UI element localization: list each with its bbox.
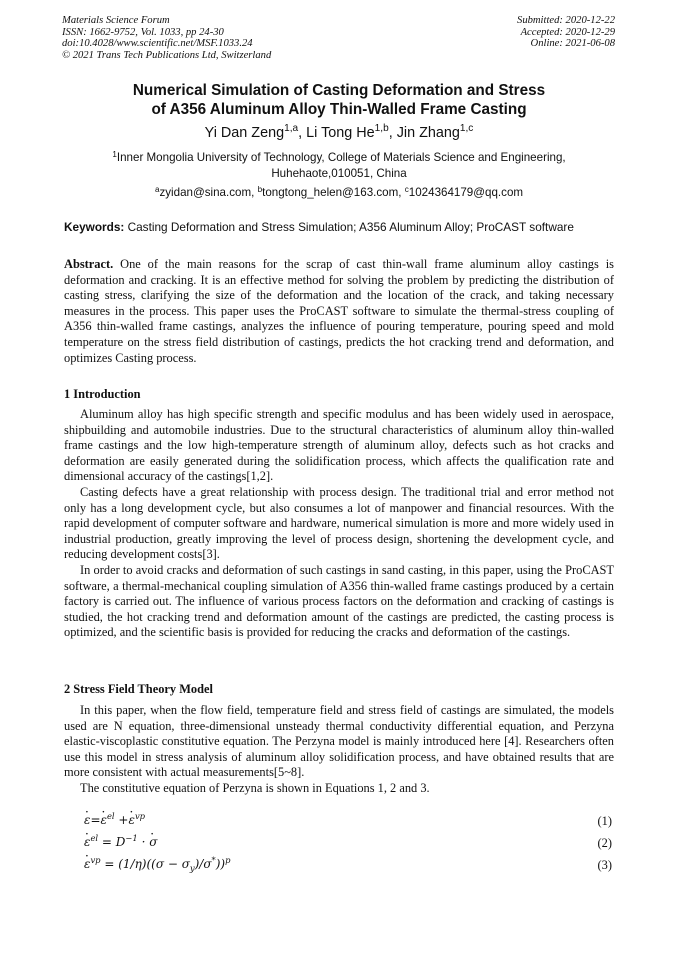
email-address: tongtong_helen@163.com, — [262, 186, 405, 199]
accepted-date: Accepted: 2020-12-29 — [520, 26, 615, 38]
equation-number: (2) — [597, 836, 612, 850]
keywords-text: Casting Deformation and Stress Simulation; A356 Aluminum Alloy; ProCAST software — [124, 220, 574, 234]
journal-header — [62, 15, 271, 61]
email-mark: b — [257, 185, 263, 194]
email-address: zyidan@sina.com, — [159, 186, 258, 199]
abstract — [64, 257, 614, 366]
title-line-1: Numerical Simulation of Casting Deformation and Stress — [132, 82, 546, 99]
title-line-2: of A356 Aluminum Alloy Thin-Walled Frame Casting — [151, 101, 527, 118]
author-emails — [0, 185, 678, 200]
paragraph: In order to avoid cracks and deformation of such castings in sand casting, in this paper, using the ProCAST software, a thermal-mechanical coupling simulation of A356 thin-walled frame castings produced by a certain factory is carried out. The influence of various process factors on the deformation and cracking of castings is studied, the hot cracking trend and deformation amount of the castings are predicted, the casting process is optimized, and the scientific basis is provided for reducing the cracks and deformation of the castings. — [64, 562, 614, 640]
keywords-label: Keywords: — [64, 220, 125, 234]
journal-name: Materials Science Forum — [62, 15, 170, 26]
equation-2: $\varepsilon \cdot^{el} = D^{-1} \cdot \sigma$ · — [84, 834, 157, 851]
keywords — [64, 220, 616, 235]
email-mark: a — [154, 185, 160, 194]
section-heading: 1 Introduction — [64, 387, 141, 401]
email-mark: c — [404, 185, 409, 194]
introduction-body — [64, 407, 614, 641]
author-affil-mark: 1,c — [459, 123, 474, 134]
affiliation-line-1: Inner Mongolia University of Technology, College of Materials Science and Engineering, — [116, 151, 566, 164]
author-affil-mark: 1,a — [284, 123, 299, 134]
journal-issn: ISSN: 1662-9752, Vol. 1033, pp 24-30 — [62, 26, 224, 38]
paragraph: Casting defects have a great relationship with process design. The traditional trial and error method not only has a long development cycle, but also consumes a lot of manpower and financial resources. With the rapid development of computer software and hardware, numerical simulation is more and more widely used in industrial production, greatly improving the level of process design, shortening the development cycle, and reducing development costs[3]. — [64, 484, 614, 562]
section-heading: 2 Stress Field Theory Model — [64, 682, 213, 696]
online-date: Online: 2021-06-08 — [530, 38, 615, 49]
author-separator: , — [298, 125, 307, 141]
author-name: Yi Dan Zeng — [204, 125, 285, 141]
abstract-label: Abstract. — [64, 257, 114, 271]
stress-model-body — [64, 703, 614, 797]
author-separator: , — [388, 125, 397, 141]
paper-title — [0, 81, 678, 119]
journal-doi: doi:10.4028/www.scientific.net/MSF.1033.24 — [62, 38, 253, 49]
equation-3: $\varepsilon \cdot^{vp} = (1/\eta)((\sigma - \sigma_y)/\sigma^*))^p$ — [84, 856, 230, 873]
abstract-text: One of the main reasons for the scrap of cast thin-wall frame aluminum alloy castings is deformation and cracking. It is an effective method for solving the problem by predicting the distribution of casting stress, clarifying the size of the deformation and the location of the crack, and taking necessary measures in the process. This paper uses the ProCAST software to simulate the thermal-stress coupling of A356 thin-walled frame castings, analyzes the influence of pouring temperature, pouring speed and mold temperature on the stress field distribution of castings, predicts the hot cracking trend and deformation, and optimizes Casting process. — [64, 257, 614, 365]
equation-1: ε ·=ε ·$^{el}$ +ε ·$^{vp}$ — [84, 812, 145, 829]
author-name: Jin Zhang — [396, 125, 460, 141]
affiliation-mark: 1 — [112, 150, 117, 159]
journal-copyright: © 2021 Trans Tech Publications Ltd, Switzerland — [62, 49, 272, 61]
author-list — [0, 124, 678, 142]
affiliation — [0, 150, 678, 181]
affiliation-line-2: Huhehaote,010051, China — [271, 166, 407, 180]
submission-dates — [517, 15, 615, 50]
equation-number: (1) — [597, 814, 612, 828]
author-name: Li Tong He — [306, 125, 375, 141]
submitted-date: Submitted: 2020-12-22 — [517, 15, 615, 26]
paragraph: In this paper, when the flow field, temperature field and stress field of castings are simulated, the models used are N equation, three-dimensional unsteady thermal conductivity differential equation, and Perzyna elastic-viscoplastic constitutive equation. The Perzyna model is mainly introduced here [4]. Researchers often use this model in stress analysis of aluminum alloy solidification process, and have obtained results that are more consistent with actual measurements[5~8]. — [64, 703, 614, 780]
author-affil-mark: 1,b — [374, 123, 389, 134]
paragraph: The constitutive equation of Perzyna is shown in Equations 1, 2 and 3. — [80, 780, 430, 795]
paragraph: Aluminum alloy has high specific strength and specific modulus and has been widely used in aerospace, shipbuilding and automobile industries. Due to the structural characteristics of aluminum alloy thin-walled frame castings and the low high-temperature strength of aluminum alloy, defects such as hot cracks and deformation are easily generated during the solidification process, which affects the qualification rate and dimensional accuracy of the castings[1,2]. — [64, 407, 614, 484]
equation-number: (3) — [597, 858, 612, 872]
email-address: 1024364179@qq.com — [408, 186, 524, 199]
